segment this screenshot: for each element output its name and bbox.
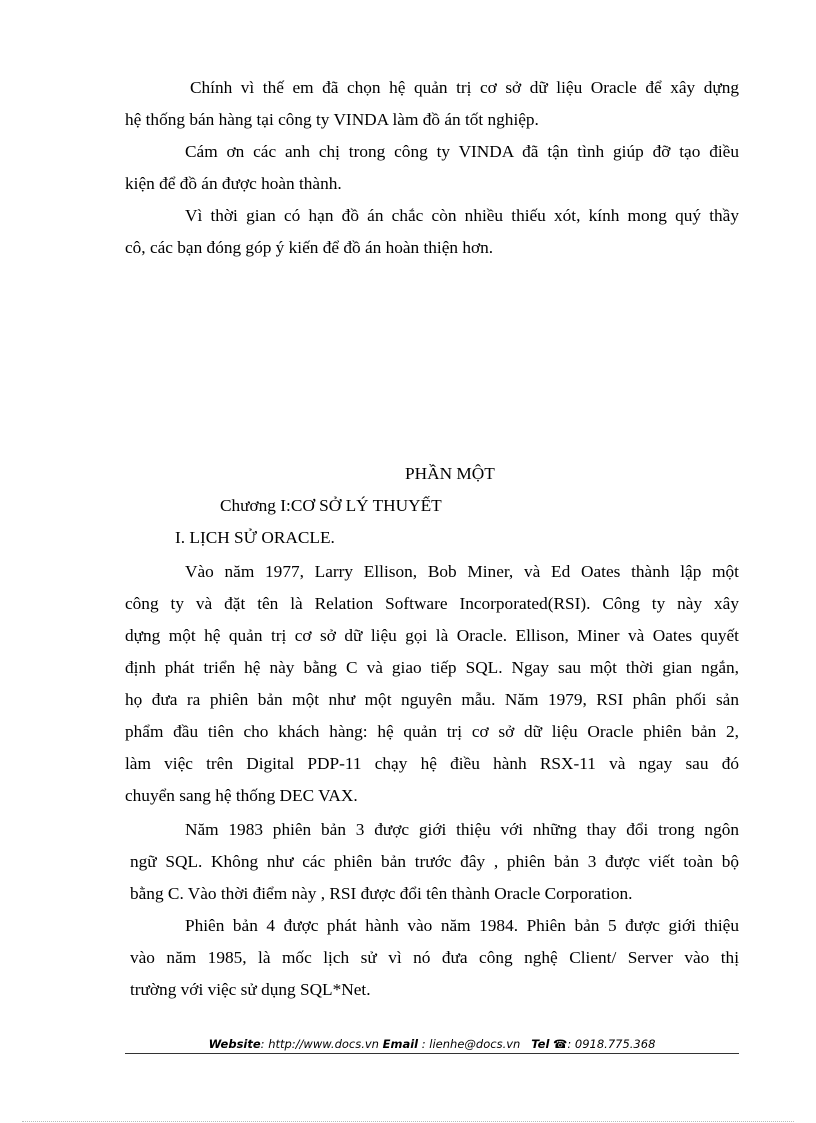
intro-line: Chính vì thế em đã chọn hệ quản trị cơ sở dữ liệu Oracle để xây dựng — [190, 78, 739, 97]
body-line: chuyển sang hệ thống DEC VAX. — [125, 786, 358, 805]
body-line: Phiên bản 4 được phát hành vào năm 1984. Phiên bản 5 được giới thiệu — [185, 916, 739, 935]
footer-website-link[interactable]: : http://www.docs.vn — [260, 1037, 379, 1051]
body-line: trường với việc sử dụng SQL*Net. — [130, 980, 371, 999]
intro-line: Cám ơn các anh chị trong công ty VINDA đã tận tình giúp đỡ tạo điều — [185, 142, 739, 161]
page-bottom-border — [22, 1121, 794, 1122]
footer-website-label: Website — [208, 1037, 261, 1051]
body-line: bằng C. Vào thời điểm này , RSI được đổi tên thành Oracle Corporation. — [130, 884, 633, 903]
footer-divider — [125, 1053, 739, 1054]
footer-tel-value: : 0918.775.368 — [567, 1037, 656, 1051]
intro-line: hệ thống bán hàng tại công ty VINDA làm đồ án tốt nghiệp. — [125, 110, 539, 129]
footer-email-link[interactable]: : lienhe@docs.vn — [418, 1037, 521, 1051]
intro-line: Vì thời gian có hạn đồ án chắc còn nhiều thiếu xót, kính mong quý thầy — [185, 206, 739, 225]
body-line: vào năm 1985, là mốc lịch sử vì nó đưa công nghệ Client/ Server vào thị — [130, 948, 739, 967]
body-line: ngữ SQL. Không như các phiên bản trước đây , phiên bản 3 được viết toàn bộ — [130, 852, 739, 871]
footer-tel-label: Tel — [531, 1037, 550, 1051]
page-footer — [125, 1036, 739, 1052]
phone-icon: ☎ — [553, 1037, 568, 1051]
body-line: dựng một hệ quản trị cơ sở dữ liệu gọi là Oracle. Ellison, Miner và Oates quyết — [125, 626, 739, 645]
intro-line: kiện để đồ án được hoàn thành. — [125, 174, 342, 193]
body-line: Năm 1983 phiên bản 3 được giới thiệu với những thay đổi trong ngôn — [185, 820, 739, 839]
section-title: I. LỊCH SỬ ORACLE. — [175, 528, 335, 547]
body-line: công ty và đặt tên là Relation Software Incorporated(RSI). Công ty này xây — [125, 594, 739, 613]
footer-email-label: Email — [382, 1037, 419, 1051]
body-line: họ đưa ra phiên bản một như một nguyên mẫu. Năm 1979, RSI phân phối sản — [125, 690, 739, 709]
body-line: phẩm đầu tiên cho khách hàng: hệ quản trị cơ sở dữ liệu Oracle phiên bản 2, — [125, 722, 739, 741]
intro-line: cô, các bạn đóng góp ý kiến để đồ án hoàn thiện hơn. — [125, 238, 494, 257]
body-line: định phát triển hệ này bằng C và giao tiếp SQL. Ngay sau một thời gian ngắn, — [125, 658, 739, 677]
chapter-title: Chương I:CƠ SỞ LÝ THUYẾT — [220, 496, 442, 515]
body-line: làm việc trên Digital PDP-11 chạy hệ điều hành RSX-11 và ngay sau đó — [125, 754, 739, 773]
part-title: PHẦN MỘT — [405, 464, 495, 483]
body-line: Vào năm 1977, Larry Ellison, Bob Miner, và Ed Oates thành lập một — [185, 562, 739, 581]
